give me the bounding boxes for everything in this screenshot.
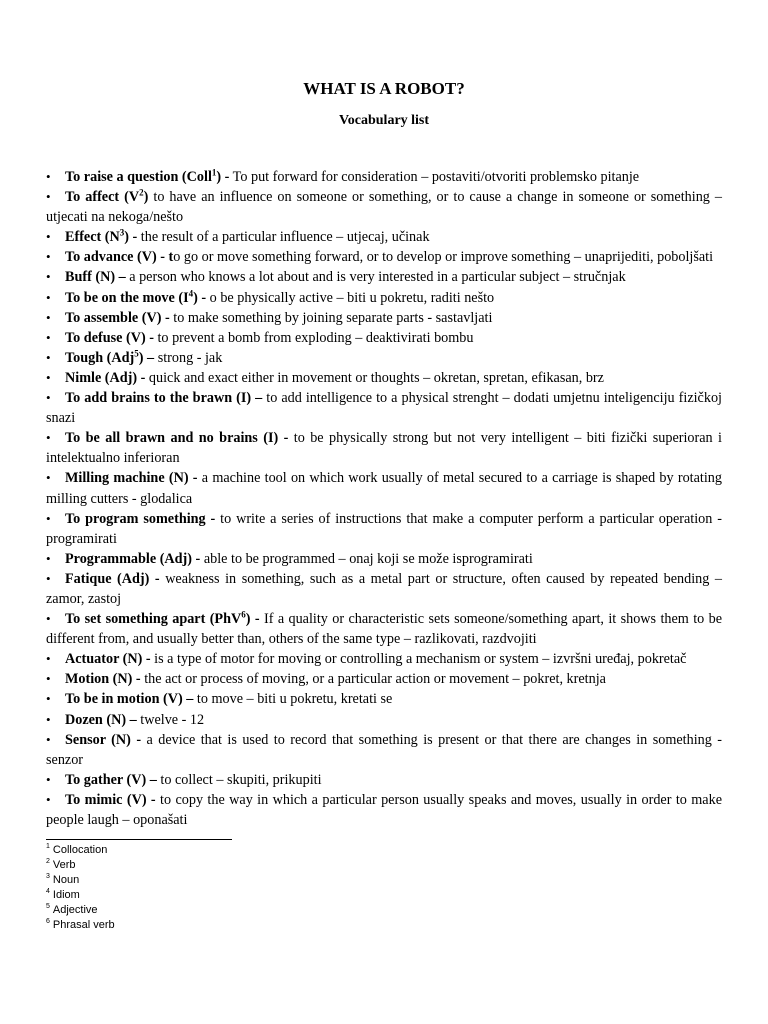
vocab-definition: twelve - 12: [136, 711, 205, 728]
vocab-term-text: To be on the move (I: [65, 289, 189, 306]
vocab-term-suffix: ) -: [124, 229, 138, 246]
vocab-term: [65, 470, 198, 486]
vocab-term-text: To be in motion (V) –: [65, 691, 194, 708]
vocab-term: [65, 350, 154, 366]
vocab-term: [65, 287, 207, 306]
footnote-divider: [46, 839, 232, 840]
vocab-term: [65, 792, 156, 808]
vocab-definition: to make something by joining separate parts - sastavljati: [169, 309, 493, 326]
vocab-term: [65, 229, 137, 245]
vocab-term: [65, 671, 141, 687]
vocab-definition: o go or move something forward, or to develop or improve something – unaprijediti, poboljšati: [173, 249, 714, 266]
footnote-text: Phrasal verb: [52, 919, 115, 932]
footnote-number: 2: [46, 858, 50, 866]
vocab-term-text: To assemble (V) -: [65, 309, 170, 326]
vocab-item: [46, 227, 722, 247]
vocab-definition: able to be programmed – onaj koji se može isprogramirati: [200, 550, 533, 567]
vocab-item: [46, 669, 722, 689]
vocab-item: [46, 428, 722, 468]
vocab-term-text: Buff (N) –: [65, 269, 126, 286]
vocab-term: [65, 611, 260, 627]
vocab-term: [65, 330, 154, 346]
vocab-definition: a person who knows a lot about and is very interested in a particular subject – stručnjak: [125, 269, 626, 286]
vocab-item: [46, 609, 722, 649]
footnote: [46, 843, 722, 858]
footnote-text: Idiom: [52, 889, 80, 902]
vocab-term-text: Dozen (N) –: [65, 711, 137, 728]
vocab-definition: to write a series of instructions that make a computer perform a particular operation - programirati: [46, 510, 722, 547]
vocab-item: [46, 468, 722, 508]
vocab-item: [46, 388, 722, 428]
vocab-term-text: Actuator (N) -: [65, 651, 151, 668]
vocab-item: [46, 308, 722, 328]
vocab-term-text: Tough (Adj: [65, 349, 135, 366]
vocab-item: [46, 689, 722, 709]
footnote-list: [46, 843, 722, 933]
vocab-definition: to add intelligence to a physical strenght – dodati umjetnu inteligenciju fizičkoj snazi: [46, 390, 722, 427]
page-subtitle: Vocabulary list: [338, 113, 430, 128]
vocab-item: [46, 770, 722, 790]
vocab-term-text: To be all brawn and no brains (I) -: [65, 430, 289, 447]
vocab-term-text: Fatique (Adj) -: [65, 570, 160, 587]
footnote-ref: 3: [119, 227, 125, 238]
vocab-term: [65, 430, 288, 446]
vocab-term: [65, 189, 148, 205]
footnote: [46, 918, 722, 933]
vocab-term: [65, 511, 215, 527]
vocab-term: [65, 732, 141, 748]
vocab-item: [46, 167, 722, 187]
vocab-definition: the result of a particular influence – utjecaj, učinak: [137, 229, 430, 246]
vocab-term: [65, 551, 200, 567]
vocab-term-suffix: ) -: [245, 611, 260, 628]
vocab-term: [65, 691, 193, 707]
vocab-item: [46, 368, 722, 388]
vocab-term-text: To gather (V) –: [65, 771, 157, 788]
vocab-term: [65, 169, 229, 185]
vocab-definition: to be physically strong but not very intelligent – biti fizički superioran i intelektualno inferioran: [46, 430, 722, 467]
vocab-term-text: To affect (V: [65, 189, 140, 206]
vocab-definition: To put forward for consideration – postaviti/otvoriti problemsko pitanje: [229, 169, 640, 185]
vocab-term-text: Milling machine (N) -: [65, 470, 198, 487]
footnote-number: 4: [46, 888, 50, 896]
vocab-definition: to prevent a bomb from exploding – deaktivirati bombu: [153, 329, 474, 346]
vocab-item: [46, 509, 722, 549]
vocab-term: [65, 249, 173, 265]
vocab-item: [46, 288, 722, 308]
vocab-definition: o be physically active – biti u pokretu, raditi nešto: [206, 289, 495, 306]
footnote: [46, 888, 722, 903]
footnote: [46, 858, 722, 873]
footnote-number: 1: [46, 843, 50, 851]
vocab-term-suffix: ) -: [193, 289, 207, 306]
vocab-item: [46, 649, 722, 669]
vocab-term-suffix: ): [143, 189, 149, 206]
footnote-ref: 5: [134, 348, 139, 359]
vocab-term-text: To mimic (V) -: [65, 791, 156, 808]
footnote: [46, 903, 722, 918]
vocab-term-text: Effect (N: [65, 229, 120, 246]
vocab-definition: a device that is used to record that something is present or that there are changes in something - senzor: [46, 731, 722, 768]
vocab-term: [65, 370, 145, 386]
vocab-term-text: Nimle (Adj) -: [65, 369, 146, 386]
vocab-item: [46, 328, 722, 348]
vocab-item: [46, 730, 722, 770]
footnote-ref: 1: [211, 167, 217, 178]
footnote-ref: 4: [188, 287, 194, 298]
vocab-term-text: To program something -: [65, 510, 216, 527]
footnote-number: 5: [46, 903, 50, 911]
footnote-text: Collocation: [52, 844, 108, 857]
vocab-term-text: To raise a question (Coll: [65, 169, 212, 185]
vocabulary-list: [46, 167, 722, 830]
vocab-term-text: Sensor (N) -: [65, 731, 142, 748]
vocab-term-text: To defuse (V) -: [65, 329, 154, 346]
footnote-text: Noun: [52, 874, 80, 887]
footnote-ref: 6: [241, 609, 246, 620]
vocab-definition: to collect – skupiti, prikupiti: [156, 771, 322, 788]
vocab-term-text: To set something apart (PhV: [65, 611, 242, 628]
vocab-definition: strong - jak: [154, 349, 223, 366]
vocab-term-text: To advance (V) - t: [65, 249, 174, 266]
footnote-number: 6: [46, 918, 50, 926]
vocab-definition: to have an influence on someone or something, or to cause a change in someone or something – utjecati na nekoga/nešto: [46, 189, 722, 226]
vocab-item: [46, 187, 722, 227]
vocab-item: [46, 569, 722, 609]
vocab-term: [65, 390, 262, 406]
vocab-definition: to copy the way in which a particular person usually speaks and moves, usually in order to make people laugh – oponašati: [46, 791, 722, 828]
vocab-definition: the act or process of moving, or a particular action or movement – pokret, kretnja: [140, 671, 606, 688]
vocab-item: [46, 549, 722, 569]
vocab-term: [65, 772, 157, 788]
footnote-ref: 2: [139, 187, 144, 198]
vocab-item: [46, 247, 722, 267]
vocab-term-suffix: ) –: [138, 349, 155, 366]
vocab-definition: If a quality or characteristic sets someone/something apart, it shows them to be different from, and usually better than, others of the same type – razlikovati, razdvojiti: [46, 611, 723, 648]
vocab-definition: weakness in something, such as a metal part or structure, often caused by repeated bending –zamor, zastoj: [46, 570, 722, 607]
vocab-item: [46, 710, 722, 730]
vocab-term-suffix: ) -: [216, 169, 230, 185]
vocab-term-text: To add brains to the brawn (I) –: [65, 390, 263, 407]
vocab-term-text: Programmable (Adj) -: [65, 550, 201, 567]
vocab-definition: is a type of motor for moving or controlling a mechanism or system – izvršni uređaj, pokretač: [150, 651, 687, 668]
vocab-item: [46, 267, 722, 287]
vocab-item: [46, 348, 722, 368]
vocab-item: [46, 790, 722, 830]
vocab-term-text: Motion (N) -: [65, 671, 141, 688]
footnote-text: Verb: [52, 859, 76, 872]
page-title: WHAT IS A ROBOT?: [303, 79, 465, 98]
vocab-term: [65, 651, 151, 667]
footnote-text: Adjective: [52, 904, 98, 917]
footnote: [46, 873, 722, 888]
vocab-term: [65, 310, 170, 326]
vocab-definition: to move – biti u pokretu, kretati se: [193, 691, 393, 708]
vocab-term: [65, 269, 126, 285]
vocab-term: [65, 571, 160, 587]
vocab-definition: quick and exact either in movement or thoughts – okretan, spretan, efikasan, brz: [145, 369, 604, 386]
vocab-term: [65, 712, 137, 728]
vocab-definition: a machine tool on which work usually of metal secured to a carriage is shaped by rotating milling cutters - glodalica: [46, 470, 722, 507]
footnote-number: 3: [46, 873, 50, 881]
